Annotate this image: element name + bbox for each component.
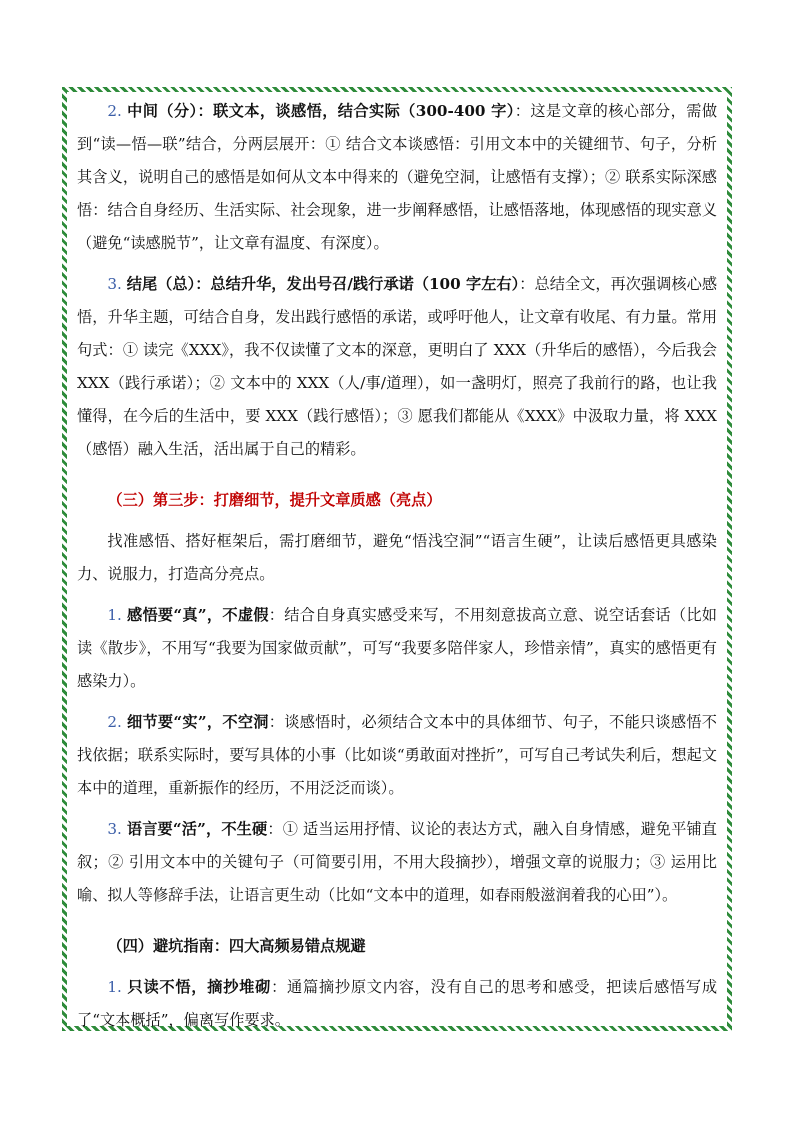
- list-number: 1.: [107, 978, 122, 996]
- list-number: 1.: [107, 606, 122, 624]
- paragraph-lead: 细节要“实”，不空洞: [127, 713, 269, 731]
- paragraph-text: ：① 适当运用抒情、议论的表达方式，融入自身情感，避免平铺直叙；② 引用文本中的关键句子（可简要引用，不用大段摘抄），增强文章的说服力；③ 运用比喻、拟人等修辞手法，让语言更生动（比如“文本中的道理，如春雨般滋润着我的心田”）。: [77, 820, 717, 904]
- section-4-heading: （四）避坑指南：四大高频易错点规避: [107, 937, 366, 955]
- paragraph-lively-language: [77, 813, 717, 912]
- paragraph-middle-section: [77, 95, 717, 260]
- page-border-frame: [62, 87, 732, 1031]
- paragraph-text: ：这是文章的核心部分，需做到“读—悟—联”结合，分两层展开：① 结合文本谈感悟：引用文本中的关键细节、句子，分析其含义，说明自己的感悟是如何从文本中得来的（避免空洞，让感悟有支撑）；② 联系实际深感悟：结合自身经历、生活实际、社会现象，进一步阐释感悟，让感悟落地，体现感悟的现实意义（避免“读感脱节”，让文章有温度、有深度）。: [77, 102, 718, 252]
- section-3-intro: 找准感悟、搭好框架后，需打磨细节，避免“悟浅空洞”“语言生硬”，让读后感悟更具感染力、说服力，打造高分亮点。: [77, 532, 717, 583]
- paragraph-lead: 结尾（总）：总结升华，发出号召/践行承诺（100 字左右）: [126, 275, 520, 293]
- section-3-heading: （三）第三步：打磨细节，提升文章质感（亮点）: [107, 491, 442, 509]
- spacer: [77, 466, 717, 484]
- paragraph-lead: 语言要“活”，不生硬: [126, 820, 268, 838]
- paragraph-real-feeling: [77, 599, 717, 698]
- paragraph-ending-section: [77, 268, 717, 466]
- paragraph-text: ：通篇摘抄原文内容，没有自己的思考和感受，把读后感悟写成了“文本概括”，偏离写作要求。: [77, 978, 718, 1029]
- list-number: 3.: [107, 275, 122, 293]
- list-number: 3.: [107, 820, 122, 838]
- spacer: [77, 912, 717, 930]
- paragraph-text: ：结合自身真实感受来写，不用刻意拔高立意、说空话套话（比如读《散步》，不用写“我要为国家做贡献”，可写“我要多陪伴家人，珍惜亲情”，真实的感悟更有感染力）。: [77, 606, 717, 690]
- paragraph-lead: 感悟要“真”，不虚假: [127, 606, 269, 624]
- paragraph-copy-mistake: [77, 971, 717, 1037]
- paragraph-text: ：谈感悟时，必须结合文本中的具体细节、句子，不能只谈感悟不找依据；联系实际时，要写具体的小事（比如谈“勇敢面对挫折”，可写自己考试失利后，想起文本中的道理，重新振作的经历，不用泛泛而谈）。: [77, 713, 717, 797]
- paragraph-lead: 只读不悟，摘抄堆砌: [127, 978, 272, 996]
- paragraph-lead: 中间（分）：联文本，谈感悟，结合实际（300-400 字）: [127, 102, 515, 120]
- paragraph-text: ：总结全文，再次强调核心感悟，升华主题，可结合自身，发出践行感悟的承诺，或呼吁他人，让文章有收尾、有力量。常用句式：① 读完《XXX》，我不仅读懂了文本的深意，更明白了 XXX（升华后的感悟），今后我会 XXX（践行承诺）；② 文本中的 XXX（人/事/道理），如一盏明灯，照亮了我前行的路，也让我懂得，在今后的生活中，要 XXX（践行感悟）；③ 愿我们都能从《XXX》中汲取力量，将 XXX（感悟）融入生活，活出属于自己的精彩。: [77, 275, 718, 458]
- paragraph-solid-details: [77, 706, 717, 805]
- document-body: [77, 92, 717, 1037]
- list-number: 2.: [107, 713, 122, 731]
- list-number: 2.: [107, 102, 122, 120]
